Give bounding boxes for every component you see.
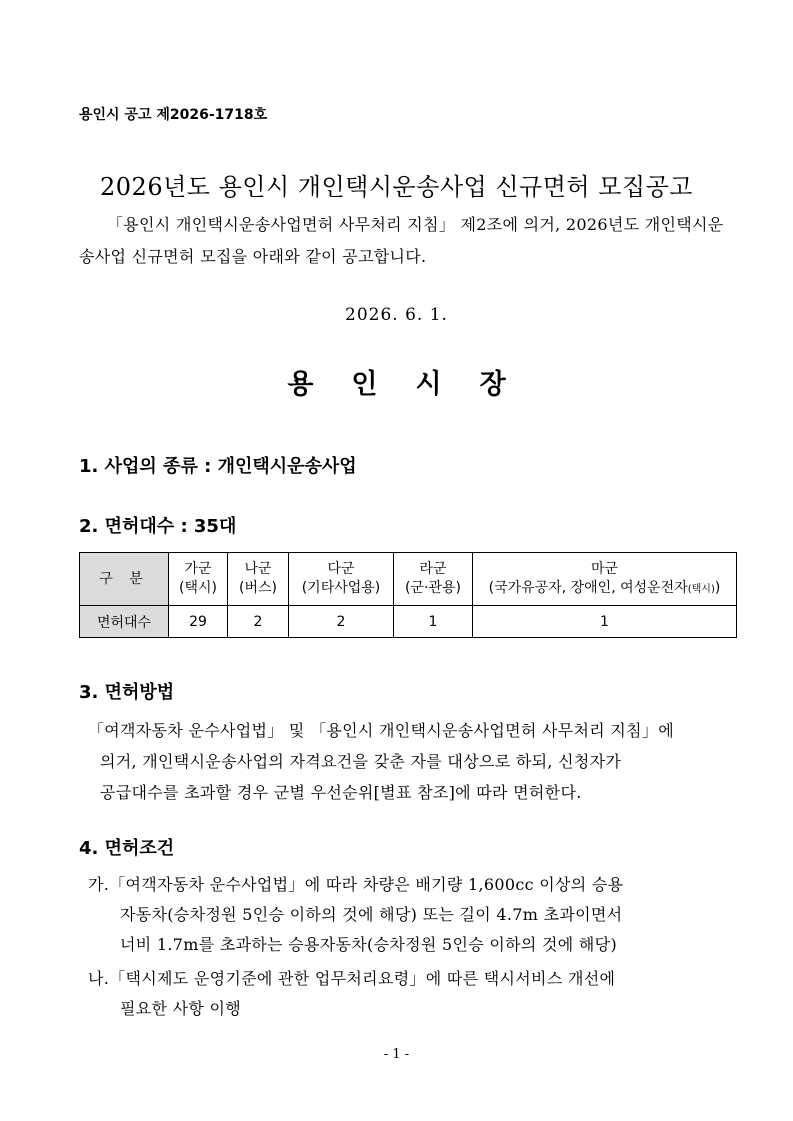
section-3-line-2: 의거, 개인택시운송사업의 자격요건을 갖춘 자를 대상으로 하되, 신청자가 xyxy=(100,752,622,771)
table-col-ga xyxy=(169,553,228,606)
condition-a-line-1: 가.「여객자동차 운수사업법」에 따라 차량은 배기량 1,600cc 이상의 승용 xyxy=(88,875,624,894)
condition-a-line-3: 너비 1.7m를 초과하는 승용자동차(승차정원 5인승 이하의 것에 해당) xyxy=(120,935,617,954)
notice-date: 2026. 6. 1. xyxy=(345,305,448,325)
section-4-heading: 4. 면허조건 xyxy=(79,838,175,859)
section-3-heading: 3. 면허방법 xyxy=(79,682,175,703)
table-header-row xyxy=(80,553,737,606)
col-ra-name: 라군 xyxy=(419,561,447,577)
col-ma-sub xyxy=(473,579,736,599)
col-ma-sub-end: ) xyxy=(714,579,721,596)
condition-a-line-2: 자동차(승차정원 5인승 이하의 것에 해당) 또는 길이 4.7m 초과이면서 xyxy=(120,905,623,924)
value-ma: 1 xyxy=(473,606,737,638)
value-ga: 29 xyxy=(169,606,228,638)
col-ra-sub: (군·관용) xyxy=(405,580,461,596)
table-col-da xyxy=(289,553,394,606)
section-3-line-3: 공급대수를 초과할 경우 군별 우선순위[별표 참조]에 따라 면허한다. xyxy=(100,783,582,802)
issuer-signature: 용인시장 xyxy=(287,369,544,400)
table-col-ma xyxy=(473,553,737,606)
value-ra: 1 xyxy=(394,606,473,638)
col-na-sub: (버스) xyxy=(239,580,277,596)
col-ma-name: 마군 xyxy=(590,560,619,577)
col-ma-sub-small: (택시) xyxy=(687,583,715,595)
license-count-table xyxy=(79,552,737,638)
notice-number: 용인시 공고 제2026-1718호 xyxy=(79,107,268,123)
document-title: 2026년도 용인시 개인택시운송사업 신규면허 모집공고 xyxy=(100,173,693,201)
col-na-name: 나군 xyxy=(244,561,272,577)
table-header-label: 구 분 xyxy=(80,553,169,606)
table-col-na xyxy=(228,553,289,606)
value-na: 2 xyxy=(228,606,289,638)
value-da: 2 xyxy=(289,606,394,638)
intro-paragraph: 「용인시 개인택시운송사업면허 사무처리 지침」 제2조에 의거, 2026년도 개인택시운송사업 신규면허 모집을 아래와 같이 공고합니다. xyxy=(79,215,724,266)
condition-item-a xyxy=(88,870,738,960)
table-row xyxy=(80,606,737,638)
section-3-body xyxy=(88,715,738,808)
condition-b-line-2: 필요한 사항 이행 xyxy=(120,999,242,1018)
col-ga-sub: (택시) xyxy=(179,580,217,596)
col-ma-sub-main: (국가유공자, 장애인, 여성운전자 xyxy=(488,579,688,596)
section-1-heading: 1. 사업의 종류 : 개인택시운송사업 xyxy=(79,456,357,477)
col-da-name: 다군 xyxy=(327,561,355,577)
table-row-label: 면허대수 xyxy=(80,606,169,638)
page-number: - 1 - xyxy=(383,1047,410,1062)
col-da-sub: (기타사업용) xyxy=(301,580,381,596)
section-2-heading: 2. 면허대수 : 35대 xyxy=(79,516,237,537)
section-3-line-1: 「여객자동차 운수사업법」 및 「용인시 개인택시운송사업면허 사무처리 지침」에 xyxy=(88,721,674,740)
col-ga-name: 가군 xyxy=(184,561,212,577)
condition-b-line-1: 나.「택시제도 운영기준에 관한 업무처리요령」에 따른 택시서비스 개선에 xyxy=(88,969,616,988)
condition-item-b xyxy=(88,964,738,1024)
table-col-ra xyxy=(394,553,473,606)
